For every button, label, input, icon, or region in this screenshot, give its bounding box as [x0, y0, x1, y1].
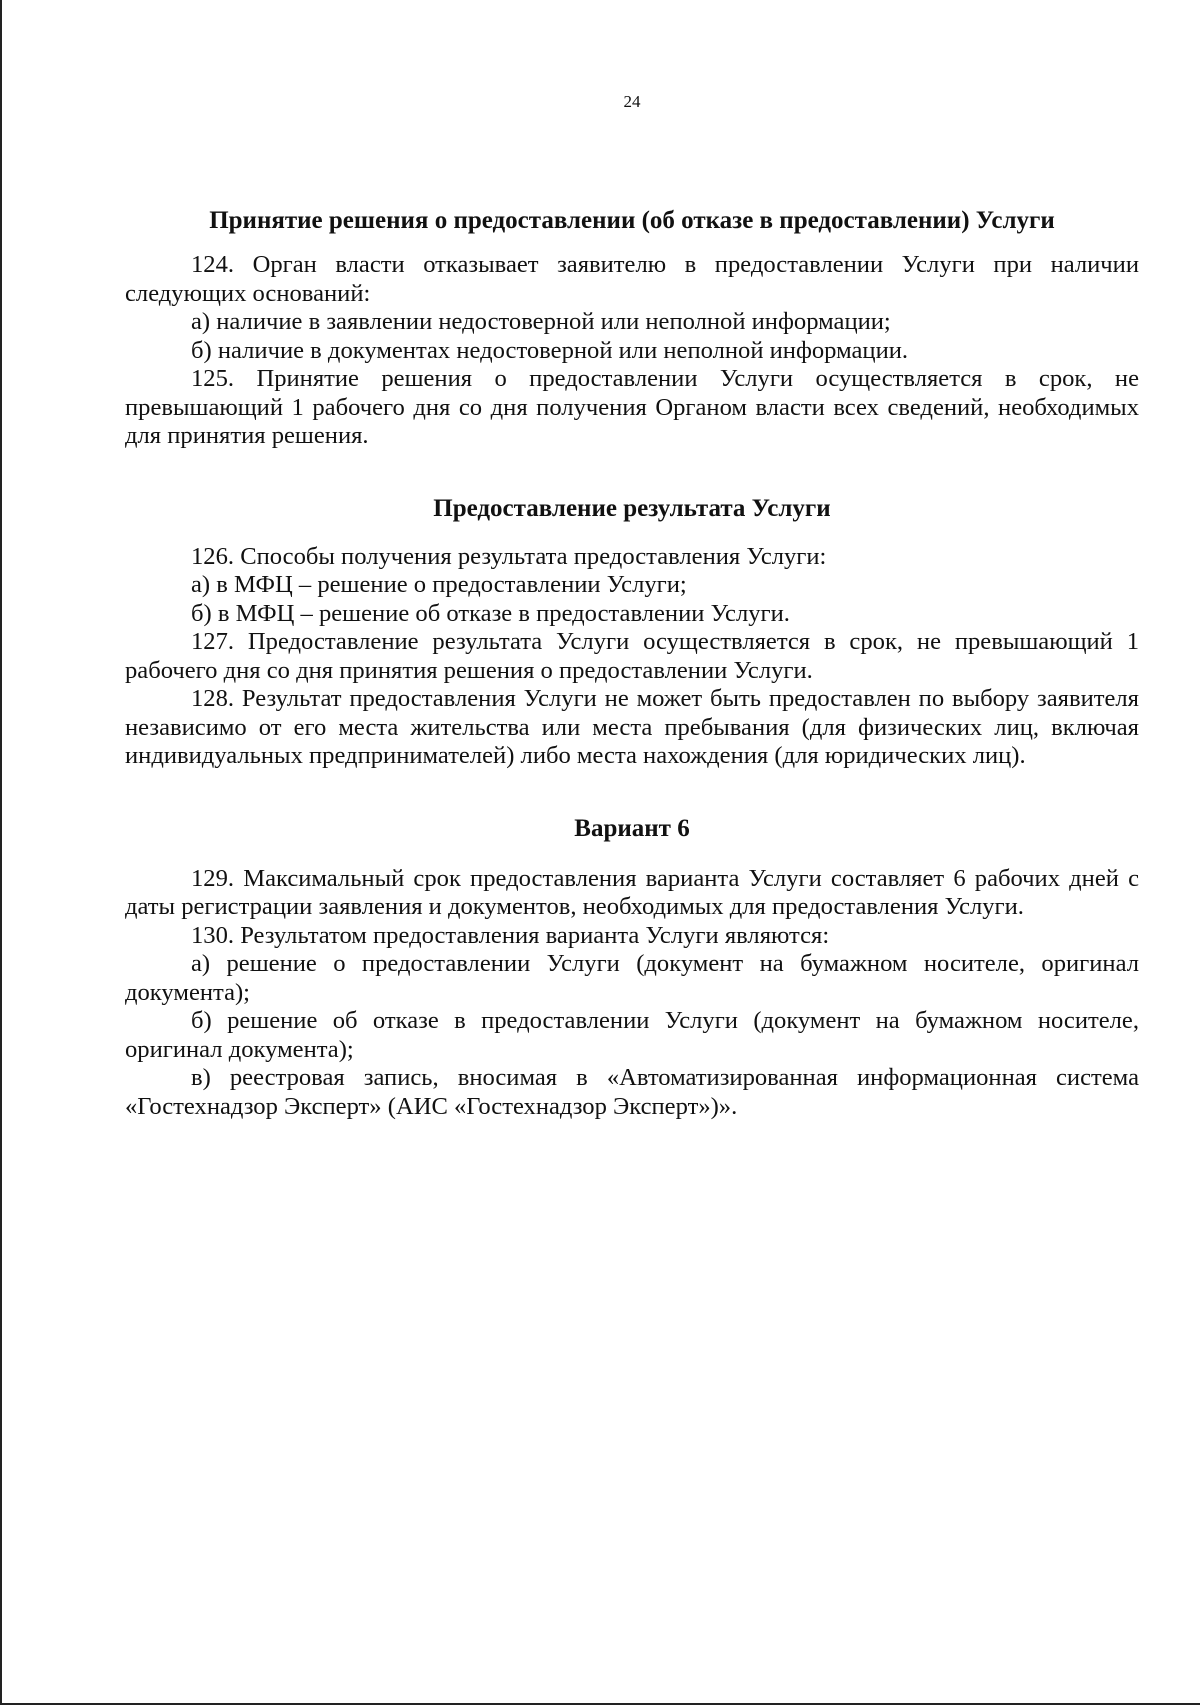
paragraph-126-a: а) в МФЦ – решение о предоставлении Услуги; — [191, 571, 687, 598]
section-title-variant-6: Вариант 6 — [574, 814, 690, 842]
paragraph-127: 127. Предоставление результата Услуги осуществляется в срок, не превышающий 1 рабочего дня со дня принятия решения о предоставлении Услуги. — [125, 628, 1139, 684]
section-title-decision: Принятие решения о предоставлении (об отказе в предоставлении) Услуги — [209, 207, 1055, 234]
paragraph-129: 129. Максимальный срок предоставления варианта Услуги составляет 6 рабочих дней с даты регистрации заявления и документов, необходимых для предоставления Услуги. — [125, 864, 1139, 920]
paragraph-126-b: б) в МФЦ – решение об отказе в предоставлении Услуги. — [191, 599, 790, 627]
page-number: 24 — [623, 92, 641, 111]
paragraph-130-c: в) реестровая запись, вносимая в «Автоматизированная информационная система «Гостехнадзор Эксперт» (АИС «Гостехнадзор Эксперт»)». — [125, 1064, 1139, 1120]
paragraph-130: 130. Результатом предоставления варианта Услуги являются: — [191, 921, 830, 949]
section-decision — [125, 205, 1139, 451]
section-result-delivery — [125, 493, 1139, 771]
document-body — [125, 205, 1139, 1121]
section-title-result-delivery: Предоставление результата Услуги — [433, 494, 831, 522]
paragraph-124: 124. Орган власти отказывает заявителю в предоставлении Услуги при наличии следующих оснований: — [125, 251, 1139, 307]
section-variant-6 — [125, 813, 1139, 1122]
paragraph-128: 128. Результат предоставления Услуги не может быть предоставлен по выбору заявителя независимо от его места жительства или места пребывания (для физических лиц, включая индивидуальных предпринимателей) либо места нахождения (для юридических лиц). — [125, 685, 1139, 769]
paragraph-125: 125. Принятие решения о предоставлении Услуги осуществляется в срок, не превышающий 1 рабочего дня со дня получения Органом власти всех сведений, необходимых для принятия решения. — [125, 365, 1139, 449]
paragraph-124-b: б) наличие в документах недостоверной или неполной информации. — [191, 336, 909, 364]
paragraph-126: 126. Способы получения результата предоставления Услуги: — [191, 542, 827, 570]
paragraph-130-a: а) решение о предоставлении Услуги (документ на бумажном носителе, оригинал документа); — [125, 950, 1139, 1006]
paragraph-124-a: а) наличие в заявлении недостоверной или неполной информации; — [191, 308, 891, 335]
paragraph-130-b: б) решение об отказе в предоставлении Услуги (документ на бумажном носителе, оригинал документа); — [125, 1007, 1139, 1063]
